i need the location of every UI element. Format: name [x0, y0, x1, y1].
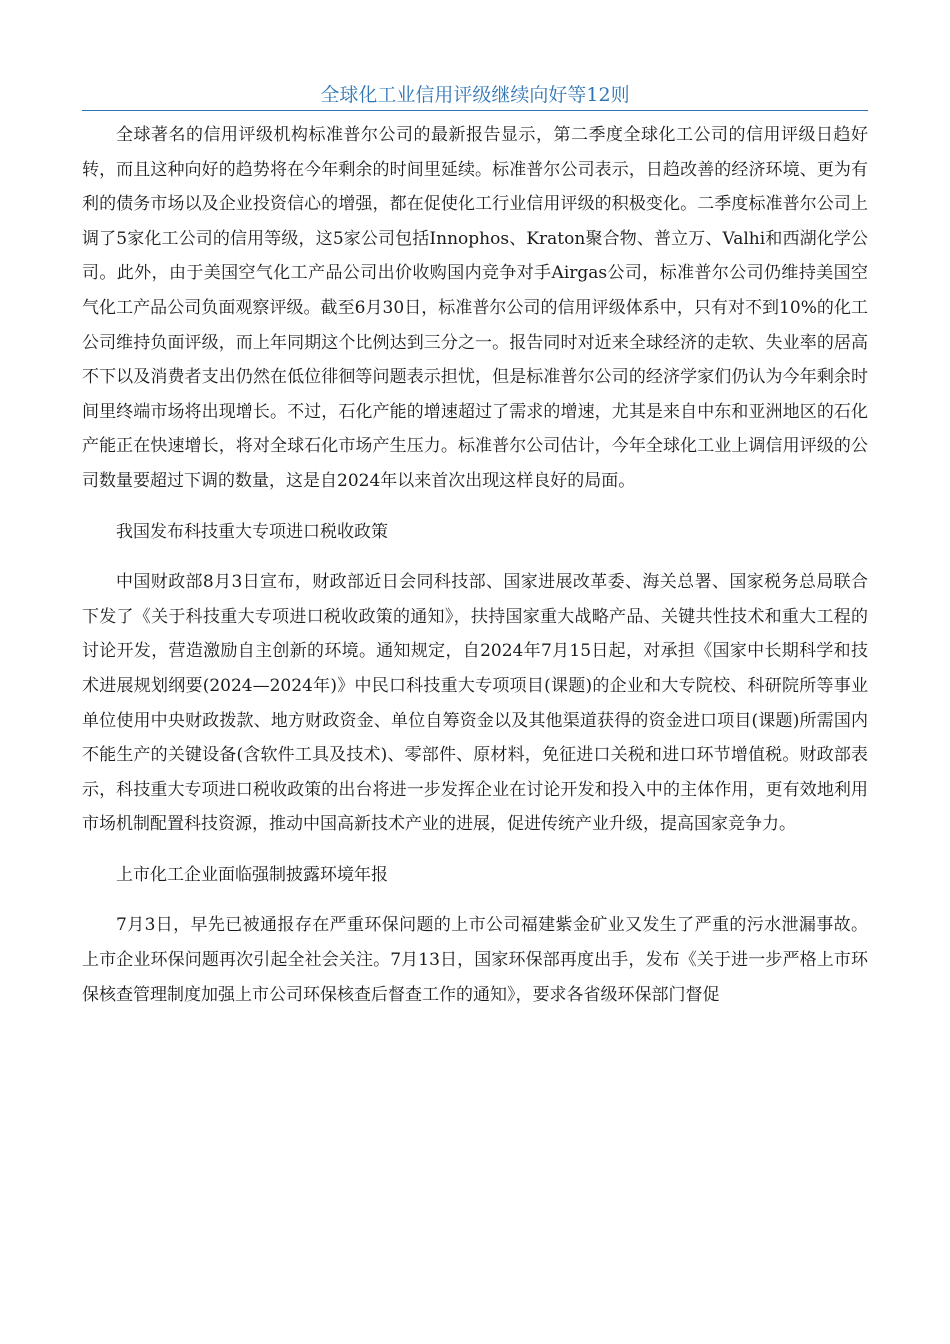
document-title: 全球化工业信用评级继续向好等12则: [82, 80, 868, 111]
document-body: [82, 118, 868, 1012]
paragraph-credit-rating: 全球著名的信用评级机构标准普尔公司的最新报告显示，第二季度全球化工公司的信用评级日趋好转，而且这种向好的趋势将在今年剩余的时间里延续。标准普尔公司表示，日趋改善的经济环境、更为有利的债务市场以及企业投资信心的增强，都在促使化工行业信用评级的积极变化。二季度标准普尔公司上调了5家化工公司的信用等级，这5家公司包括Innophos、Kraton聚合物、普立万、Valhi和西湖化学公司。此外，由于美国空气化工产品公司出价收购国内竞争对手Airgas公司，标准普尔公司仍维持美国空气化工产品公司负面观察评级。截至6月30日，标准普尔公司的信用评级体系中，只有对不到10%的化工公司维持负面评级，而上年同期这个比例达到三分之一。报告同时对近来全球经济的走软、失业率的居高不下以及消费者支出仍然在低位徘徊等问题表示担忧，但是标准普尔公司的经济学家们仍认为今年剩余时间里终端市场将出现增长。不过，石化产能的增速超过了需求的增速，尤其是来自中东和亚洲地区的石化产能正在快速增长，将对全球石化市场产生压力。标准普尔公司估计，今年全球化工业上调信用评级的公司数量要超过下调的数量，这是自2024年以来首次出现这样良好的局面。: [82, 125, 868, 491]
paragraph-import-tax: 中国财政部8月3日宣布，财政部近日会同科技部、国家进展改革委、海关总署、国家税务总局联合下发了《关于科技重大专项进口税收政策的通知》，扶持国家重大战略产品、关键共性技术和重大工程的讨论开发，营造激励自主创新的环境。通知规定，自2024年7月15日起，对承担《国家中长期科学和技术进展规划纲要(2024—2024年)》中民口科技重大专项项目(课题)的企业和大专院校、科研院所等事业单位使用中央财政拨款、地方财政资金、单位自筹资金以及其他渠道获得的资金进口项目(课题)所需国内不能生产的关键设备(含软件工具及技术)、零部件、原材料，免征进口关税和进口环节增值税。财政部表示，科技重大专项进口税收政策的出台将进一步发挥企业在讨论开发和投入中的主体作用，更有效地利用市场机制配置科技资源，推动中国高新技术产业的进展，促进传统产业升级，提高国家竞争力。: [82, 572, 868, 835]
paragraph-environment-report: 7月3日，早先已被通报存在严重环保问题的上市公司福建紫金矿业又发生了严重的污水泄漏事故。上市企业环保问题再次引起全社会关注。7月13日，国家环保部再度出手，发布《关于进一步严格上市环保核查管理制度加强上市公司环保核查后督查工作的通知》，要求各省级环保部门督促: [82, 915, 868, 1005]
section-gap: [82, 549, 868, 565]
section-gap: [82, 842, 868, 858]
section-heading-environment-report: 上市化工企业面临强制披露环境年报: [116, 864, 388, 885]
section-heading-import-tax: 我国发布科技重大专项进口税收政策: [116, 521, 388, 542]
section-gap: [82, 892, 868, 908]
section-gap: [82, 499, 868, 515]
